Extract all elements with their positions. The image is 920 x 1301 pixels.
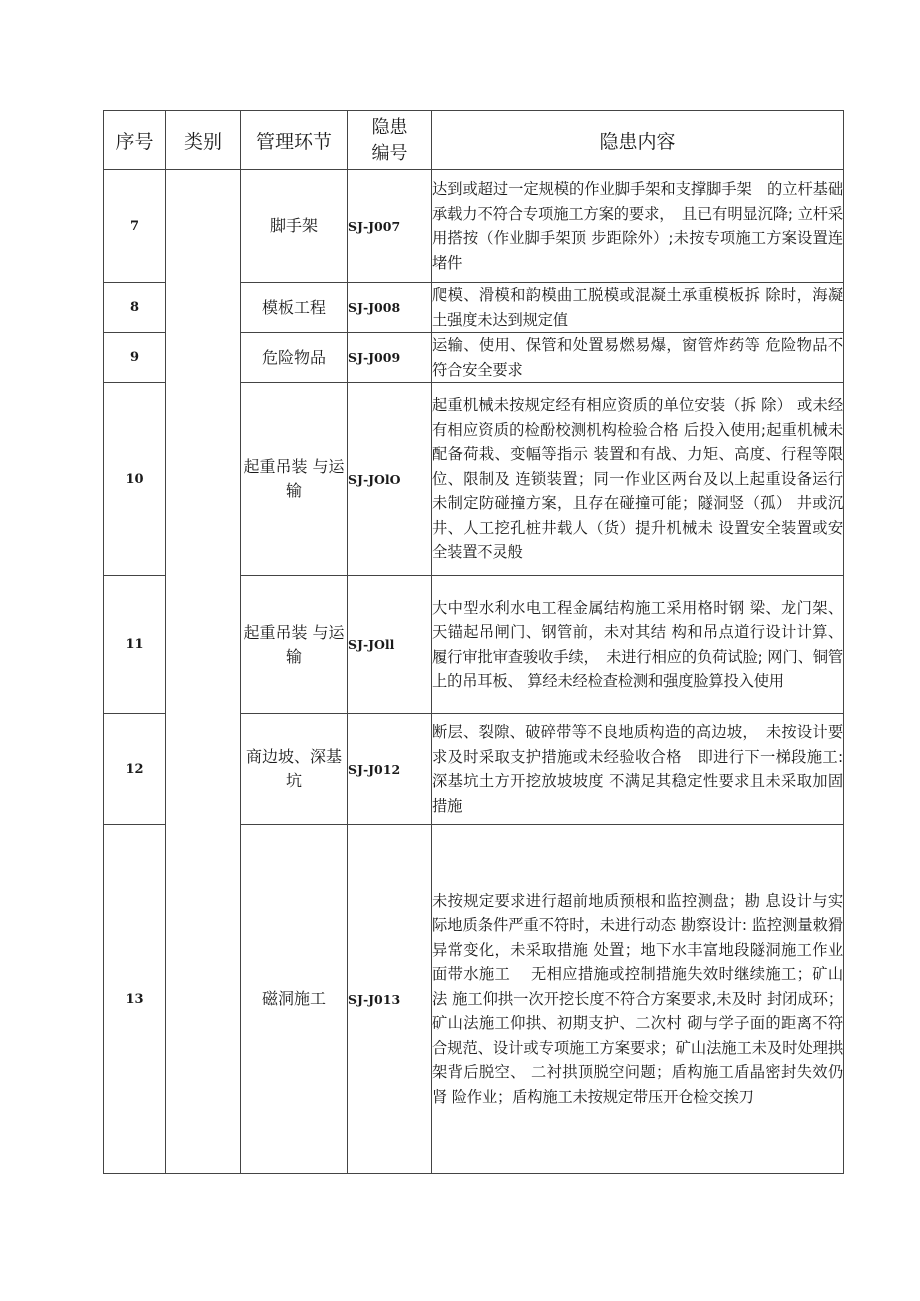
row-stage: 商边坡、深基坑 <box>241 714 348 825</box>
row-code: SJ-J013 <box>348 825 432 1174</box>
row-number: 13 <box>104 825 166 1174</box>
table-row <box>104 170 844 283</box>
header-code <box>348 111 432 170</box>
row-stage: 起重吊装 与运输 <box>241 383 348 576</box>
row-stage: 磁洞施工 <box>241 825 348 1174</box>
row-number: 9 <box>104 333 166 383</box>
row-number: 8 <box>104 283 166 333</box>
row-content: 爬模、滑模和韵模曲工脱模或混凝土承重模板拆 除时，海凝土强度未达到规定值 <box>432 283 844 333</box>
category-cell <box>166 170 241 1174</box>
row-content: 未按规定要求进行超前地质预根和监控测盘；勘 息设计与实际地质条件严重不符时，未进行动态 勘察设计: 监控测量敕猾异常变化，未采取措施 处置；地下水丰富地段隧洞施工作业面带水施工 无相应措施或控制措施失效时继续施工；矿山法 施工仰拱一次开挖长度不符合方案要求,未及时 封闭成环；矿山法施工仰拱、初期支护、二次村 砌与学子面的距离不符合规范、设计或专项施工方案要求；矿山法施工未及时处理拱架背后脱空、 二衬拱顶脱空问题；盾构施工盾晶密封失效仍肾 险作业；盾构施工未按规定带压开仓检交挨刀 <box>432 825 844 1174</box>
hazard-table <box>103 110 844 1174</box>
header-stage: 管理环节 <box>241 111 348 170</box>
header-category: 类别 <box>166 111 241 170</box>
row-content: 达到或超过一定规模的作业脚手架和支撑脚手架 的立杆基础承载力不符合专项施工方案的要求， 且已有明显沉降; 立杆采用搭按（作业脚手架顶 步距除外）;未按专项施工方案设置连堵件 <box>432 170 844 283</box>
row-code: SJ-J009 <box>348 333 432 383</box>
row-code: SJ-J008 <box>348 283 432 333</box>
header-seq: 序号 <box>104 111 166 170</box>
row-stage: 脚手架 <box>241 170 348 283</box>
row-stage: 模板工程 <box>241 283 348 333</box>
row-stage: 起重吊装 与运输 <box>241 576 348 714</box>
row-number: 11 <box>104 576 166 714</box>
row-code: SJ-JOlO <box>348 383 432 576</box>
row-code: SJ-J012 <box>348 714 432 825</box>
table-header-row <box>104 111 844 170</box>
row-stage: 危险物品 <box>241 333 348 383</box>
row-number: 7 <box>104 170 166 283</box>
header-code-label: 隐患 编号 <box>371 117 408 164</box>
row-number: 12 <box>104 714 166 825</box>
header-content: 隐患内容 <box>432 111 844 170</box>
row-content: 起重机械未按规定经有相应资质的单位安装（拆 除） 或未经有相应资质的检酚校测机构检验合格 后投入使用;起重机械未配备荷栽、变幅等指示 装置和有战、力矩、高度、行程等限位、限制及 连锁装置；同一作业区两台及以上起重设备运行 未制定防碰撞方案，且存在碰撞可能；隧洞竖（孤） 井或沉井、人工挖孔桩井载人（货）提升机械未 设置安全装置或安全装置不灵般 <box>432 383 844 576</box>
row-number: 10 <box>104 383 166 576</box>
row-content: 运输、使用、保管和处置易燃易爆，窗管炸药等 危险物品不符合安全要求 <box>432 333 844 383</box>
row-content: 断层、裂隙、破碎带等不良地质构造的高边坡， 未按设计要求及时采取支护措施或未经验收合格 即进行下一梯段施工: 深基坑土方开挖放坡坡度 不满足其稳定性要求且未采取加固措施 <box>432 714 844 825</box>
row-code: SJ-JOll <box>348 576 432 714</box>
row-code: SJ-J007 <box>348 170 432 283</box>
row-content: 大中型水利水电工程金属结构施工采用格时钢 梁、龙门架、天锚起吊闸门、钢管前，未对其结 构和吊点道行设计计算、履行审批审查骏收手续， 未进行相应的负荷试脸; 网门、铜管上的吊耳板、 算经未经检查检测和强度脸算投入使用 <box>432 576 844 714</box>
